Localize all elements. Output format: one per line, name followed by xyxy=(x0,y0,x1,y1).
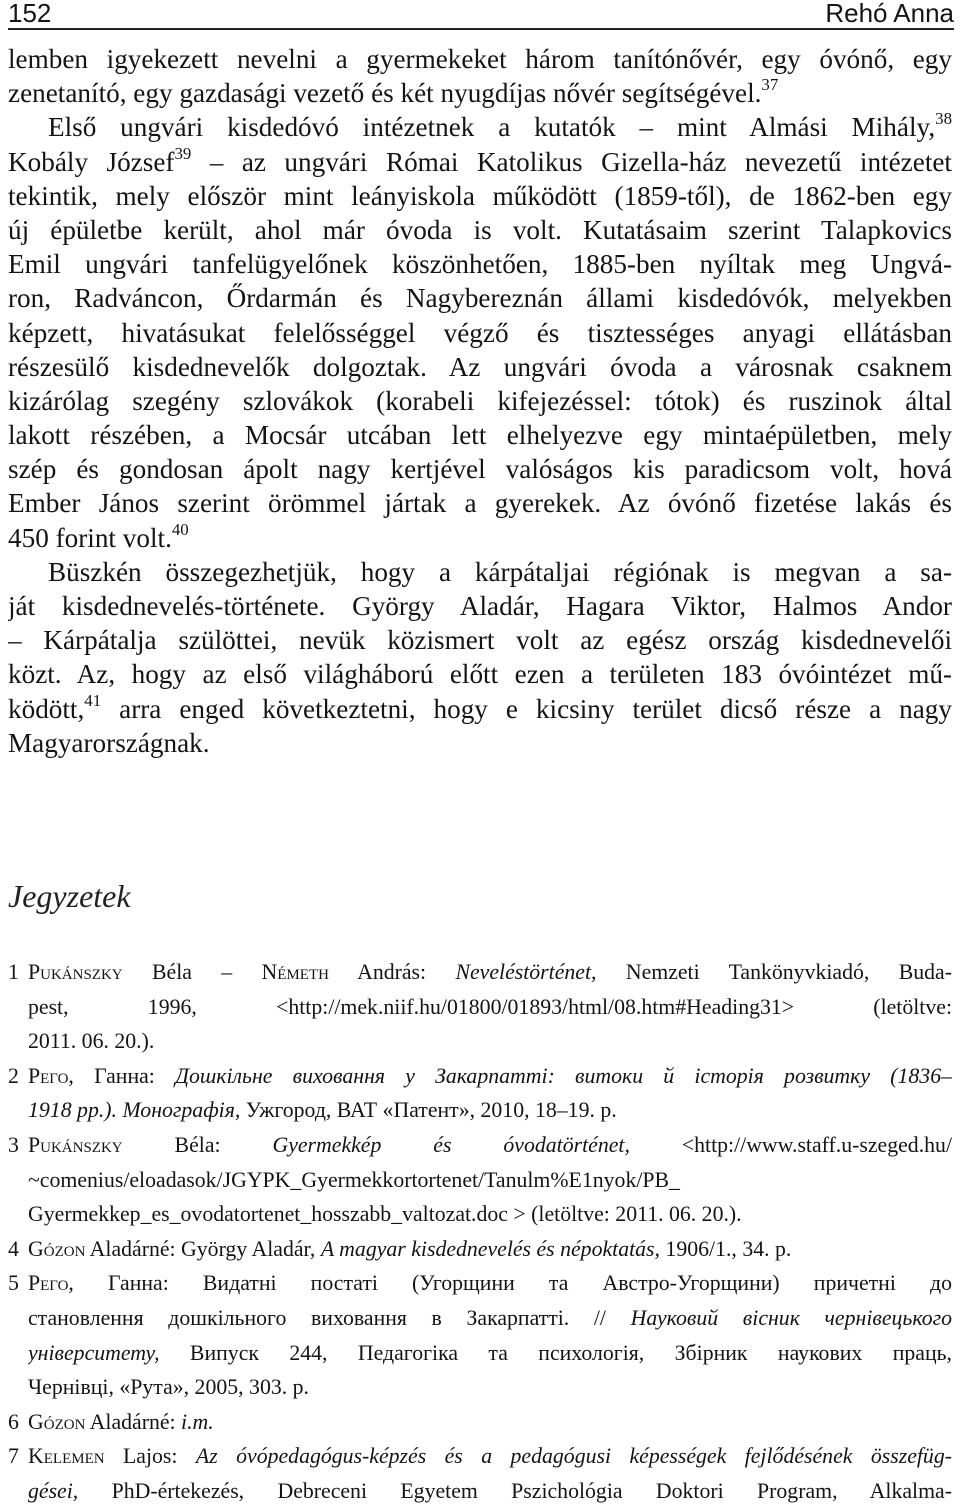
footnotes xyxy=(8,955,952,1509)
body-line: tekintik, mely először mint leányiskola működött (1859-től), de 1862-ben egy xyxy=(8,180,952,211)
body-line: Magyarországnak. xyxy=(8,727,210,758)
body-line: 450 forint volt.$^{40}$ xyxy=(8,520,189,553)
footnote: 4 Gózon Aladárné: György Aladár, A magyar kisdednevelés és népoktatás, 1906/1., 34. p. xyxy=(8,1232,952,1267)
footnote: 6 Gózon Aladárné: i.m. xyxy=(8,1405,952,1440)
body-line: részesülő kisdednevelők dolgoztak. Az ungvári óvoda a városnak csaknem xyxy=(8,351,952,382)
body-line: Ember János szerint örömmel jártak a gyerekek. Az óvónő fizetése lakás és xyxy=(8,488,952,519)
body-line: lembe⁠n igyekezett nevelni a gyermekeket három tanítónővér, egy óvónő, egy xyxy=(8,44,952,74)
work-title: Дошкільне виховання у Закарпатті: витоки й історія розвитку (1836– xyxy=(175,1063,952,1088)
footnote-ref: 40 xyxy=(171,520,189,539)
footnote: 5 Рего, Ганна: Видатні постаті (Угорщини та Австро-Угорщини) причетні до становлення дошкільного виховання в Закарпатті. // Науковий вісник чернівецького університету, Випуск 244, Педагогіка та психологія, Збірник наукових праць, Чернівці, «Рута», 2005, 303. р. xyxy=(8,1266,952,1404)
footnote-ref: 39 xyxy=(174,144,192,163)
footnote: 1 Pukánszky Béla – Németh András: Neveléstörténet, Nemzeti Tankönyvkiadó, Buda- pest, 1996, <http://mek.niif.hu/01800/01893/html/08.htm#Heading31> (letöltve: 2011. 06. 20.). xyxy=(8,955,952,1059)
work-title: gései, xyxy=(28,1478,79,1503)
footnote-number: 7 xyxy=(8,1444,19,1469)
body-line: zenetanító, egy gazdasági vezető és két nyugdíjas nővér segítségével.$^{37}$ xyxy=(8,76,779,109)
work-title: Neveléstörténet, xyxy=(455,960,597,984)
work-title: A magyar kisdednevelés és népoktatás, xyxy=(320,1236,660,1261)
body-line: ködött,$^{41}$ arra enged következtetni, hogy e kicsiny terület dicső része a nagy xyxy=(8,691,952,724)
footnote-number: 3 xyxy=(8,1132,19,1157)
body-line: ját kisdednevelés-története. György Aladár, Hagara Viktor, Halmos Andor xyxy=(8,591,952,621)
footnote-ref: 41 xyxy=(84,691,102,710)
work-title: i.m. xyxy=(181,1409,214,1434)
work-title: Науковий вісник чернівецького xyxy=(630,1305,952,1330)
work-title: університету, xyxy=(28,1340,160,1365)
body-line: ron, Radváncon, Őrdarmán és Nagybereznán állami kisdedóvók, melyekben xyxy=(8,283,952,314)
author-name: Gózon xyxy=(28,1236,86,1261)
body-line: – Kárpátalja szülöttei, nevük közismert volt az egész ország kisdednevelői xyxy=(8,625,952,656)
body-line: Emil ungvári tanfelügyelőnek köszönhetően, 1885-ben nyíltak meg Ungvá- xyxy=(8,249,952,280)
author-name: Pukánszky xyxy=(28,960,123,984)
body-line: lakott részében, a Mocsár utcában lett elhelyezve egy mintaépületben, mely xyxy=(8,420,952,451)
footnote-number: 6 xyxy=(8,1409,19,1434)
body-line: új épületbe került, ahol már óvoda is volt. Kutatásaim szerint Talapkovics xyxy=(8,214,952,245)
footnote-ref: 37 xyxy=(761,76,779,95)
footnote-ref: 38 xyxy=(935,110,952,129)
author-name: Рего, xyxy=(28,1271,74,1296)
body-line: szép és gondosan ápolt nagy kertjével valóságos kis paradicsom volt, hová xyxy=(8,454,952,485)
author-name: Gózon xyxy=(28,1409,86,1434)
author-name: Kelemen xyxy=(28,1444,105,1469)
work-title: 1918 рр.). Монографія, xyxy=(28,1098,241,1123)
body-line: Büszkén összegezhetjük, hogy a kárpátaljai régiónak is megvan a sa- xyxy=(48,556,952,587)
work-title: Az óvópedagógus-képzés és a pedagógusi képességek fejlődésének összefüg- xyxy=(195,1444,952,1469)
footnote: 3 Pukánszky Béla: Gyermekkép és óvodatörténet, <http://www.staff.u-szeged.hu/ ~comenius/eloadasok/JGYPK_Gyermekkortortenet/Tanulm%E1nyok/PB_ Gyermekkep_es_ovodatortenet_hosszabb_valtozat.doc > (letöltve: 2011. 06. 20.). xyxy=(8,1128,952,1232)
notes-heading: Jegyzetek xyxy=(8,878,131,914)
body-line: Kobály József$^{39}$ – az ungvári Római Katolikus Gizella-ház nevezetű intézetet xyxy=(8,144,952,177)
running-author: Rehó Anna xyxy=(825,0,954,28)
body-line: közt. Az, hogy az első világháború előtt ezen a területen 183 óvóintézet mű- xyxy=(8,659,952,690)
footnote: 7 Kelemen Lajos: Az óvópedagógus-képzés és a pedagógusi képességek fejlődésének összefüg- gései, PhD-értekezés, Debreceni Egyetem Pszichológia Doktori Program, Alkalma- xyxy=(8,1439,952,1508)
footnote-number: 4 xyxy=(8,1236,19,1261)
footnote-number: 1 xyxy=(8,960,19,984)
page-number: 152 xyxy=(8,0,52,28)
body-line: kizárólag szegény szlovákok (korabeli kifejezéssel: tótok) és ruszinok által xyxy=(8,385,952,416)
running-header xyxy=(8,0,954,30)
footnote: 2 Рего, Ганна: Дошкільне виховання у Закарпатті: витоки й історія розвитку (1836– 1918 рр.). Монографія, Ужгород, ВАТ «Патент», 2010, 18–19. р. xyxy=(8,1059,952,1128)
footnote-number: 5 xyxy=(8,1271,19,1296)
author-name: Рего, xyxy=(28,1063,74,1088)
body-text xyxy=(8,42,952,760)
work-title: Gyermekkép és óvodatörténet, xyxy=(272,1132,630,1157)
body-line: Első ungvári kisdedóvó intézetnek a kutatók – mint Almási Mihály,$^{38}$ xyxy=(48,110,952,143)
author-name: Pukánszky xyxy=(28,1132,123,1157)
body-line: képzett, hivatásukat felelősséggel végző és tisztességes anyagi ellátásban xyxy=(8,317,952,348)
footnote-number: 2 xyxy=(8,1063,19,1088)
author-name: Németh xyxy=(261,960,329,984)
